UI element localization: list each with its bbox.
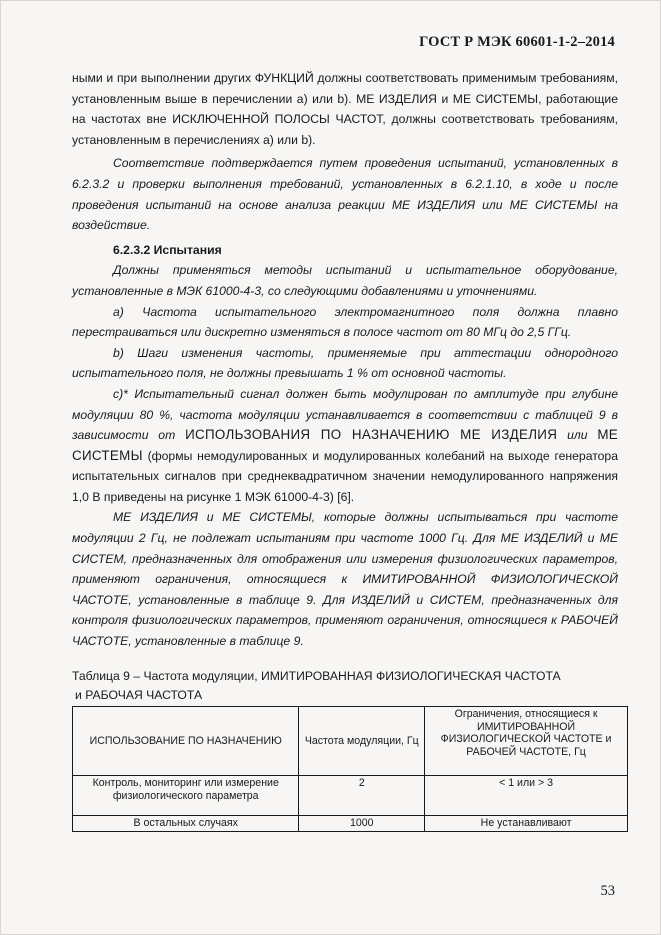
paragraph-item-c bbox=[72, 384, 618, 508]
page-number: 53 bbox=[600, 883, 615, 899]
table-caption bbox=[72, 667, 618, 705]
modulation-table bbox=[72, 706, 628, 832]
item-c-text-2: или bbox=[567, 428, 588, 443]
paragraph-continuation: ными и при выполнении других ФУНКЦИЙ должны соответствовать применимым требованиям, установленным выше в перечислении a) или b). МЕ ИЗДЕЛИЯ и МЕ СИСТЕМЫ, работающие на частотах вне ИСКЛЮЧЕННОЙ ПОЛОСЫ ЧАСТОТ, должны соответствовать требованиям, установленным в перечислениях a) или b). bbox=[72, 71, 618, 147]
header-frequency-limits: Ограничения, относящиеся к ИМИТИРОВАННОЙ ФИЗИОЛОГИЧЕСКОЙ ЧАСТОТЕ и РАБОЧЕЙ ЧАСТОТЕ, Гц bbox=[425, 707, 628, 776]
table-header-row bbox=[73, 707, 628, 776]
table-caption-line-2: и РАБОЧАЯ ЧАСТОТА bbox=[75, 688, 203, 702]
standard-header: ГОСТ Р МЭК 60601-1-2–2014 bbox=[419, 34, 615, 50]
paragraph-item-b: b) Шаги изменения частоты, применяемые при аттестации однородного испытательного поля, не должны превышать 1 % от основной частоты. bbox=[72, 345, 618, 381]
item-c-text-3: (формы немодулированных и модулированных колебаний на выходе генератора испытательных сигналов при среднеквадратичном значении немодулированного напряжения 1,0 В приведены на рисунке 1 МЭК 61000-4-3) [6]. bbox=[72, 448, 618, 504]
table-row bbox=[73, 776, 628, 816]
paragraph-item-a: a) Частота испытательного электромагнитного поля должна плавно перестраиваться или дискретно изменяться в полосе частот от 80 МГц до 2,5 ГГц. bbox=[72, 304, 618, 340]
item-c-text-1: c)* Испытательный сигнал должен быть модулирован по амплитуде при глубине модуляции 80 %, частота модуляции устанавливается в соответствии с таблицей 9 в зависимости от bbox=[72, 386, 618, 443]
paragraph-test-methods: Должны применяться методы испытаний и испытательное оборудование, установленные в МЭК 61000-4-3, со следующими добавлениями и уточнениями. bbox=[72, 263, 618, 298]
cell-frequency-limits: < 1 или > 3 bbox=[425, 776, 628, 816]
paragraph-modulation-limits: МЕ ИЗДЕЛИЯ и МЕ СИСТЕМЫ, которые должны испытываться при частоте модуляции 2 Гц, не подлежат испытаниям при частоте 1000 Гц. Для МЕ ИЗДЕЛИЙ и МЕ СИСТЕМ, предназначенных для отображения или измерения физиологических параметров, применяют ограничения, относящиеся к ИМИТИРОВАННОЙ ФИЗИОЛОГИЧЕСКОЙ ЧАСТОТЕ, установленные в таблице 9. Для ИЗДЕЛИЙ и СИСТЕМ, предназначенных для контроля физиологических параметров, применяют ограничения, относящиеся к РАБОЧЕЙ ЧАСТОТЕ, установленные в таблице 9. bbox=[72, 510, 618, 649]
cell-modulation-frequency: 2 bbox=[299, 776, 425, 816]
cell-modulation-frequency: 1000 bbox=[299, 816, 425, 832]
cell-frequency-limits: Не устанавливают bbox=[425, 816, 628, 832]
header-intended-use: ИСПОЛЬЗОВАНИЕ ПО НАЗНАЧЕНИЮ bbox=[73, 707, 299, 776]
item-c-caps-1: ИСПОЛЬЗОВАНИЯ ПО НАЗНАЧЕНИЮ МЕ ИЗДЕЛИЯ bbox=[185, 427, 558, 443]
header-modulation-frequency: Частота модуляции, Гц bbox=[299, 707, 425, 776]
table-caption-line-1: Таблица 9 – Частота модуляции, ИМИТИРОВАННАЯ ФИЗИОЛОГИЧЕСКАЯ ЧАСТОТА bbox=[72, 669, 561, 683]
paragraph-compliance: Соответствие подтверждается путем проведения испытаний, установленных в 6.2.3.2 и проверки выполнения требований, установленных в 6.2.1.10, в ходе и после проведения испытаний на основе анализа реакции МЕ ИЗДЕЛИЯ или МЕ СИСТЕМЫ на воздействие. bbox=[72, 156, 618, 233]
item-c-caps-2: МЕ СИСТЕМЫ bbox=[72, 427, 619, 463]
section-heading: 6.2.3.2 Испытания bbox=[113, 242, 222, 257]
table-row bbox=[73, 816, 628, 832]
body-text bbox=[72, 68, 618, 652]
cell-intended-use: Контроль, мониторинг или измерение физиологического параметра bbox=[73, 776, 299, 816]
cell-intended-use: В остальных случаях bbox=[73, 816, 299, 832]
